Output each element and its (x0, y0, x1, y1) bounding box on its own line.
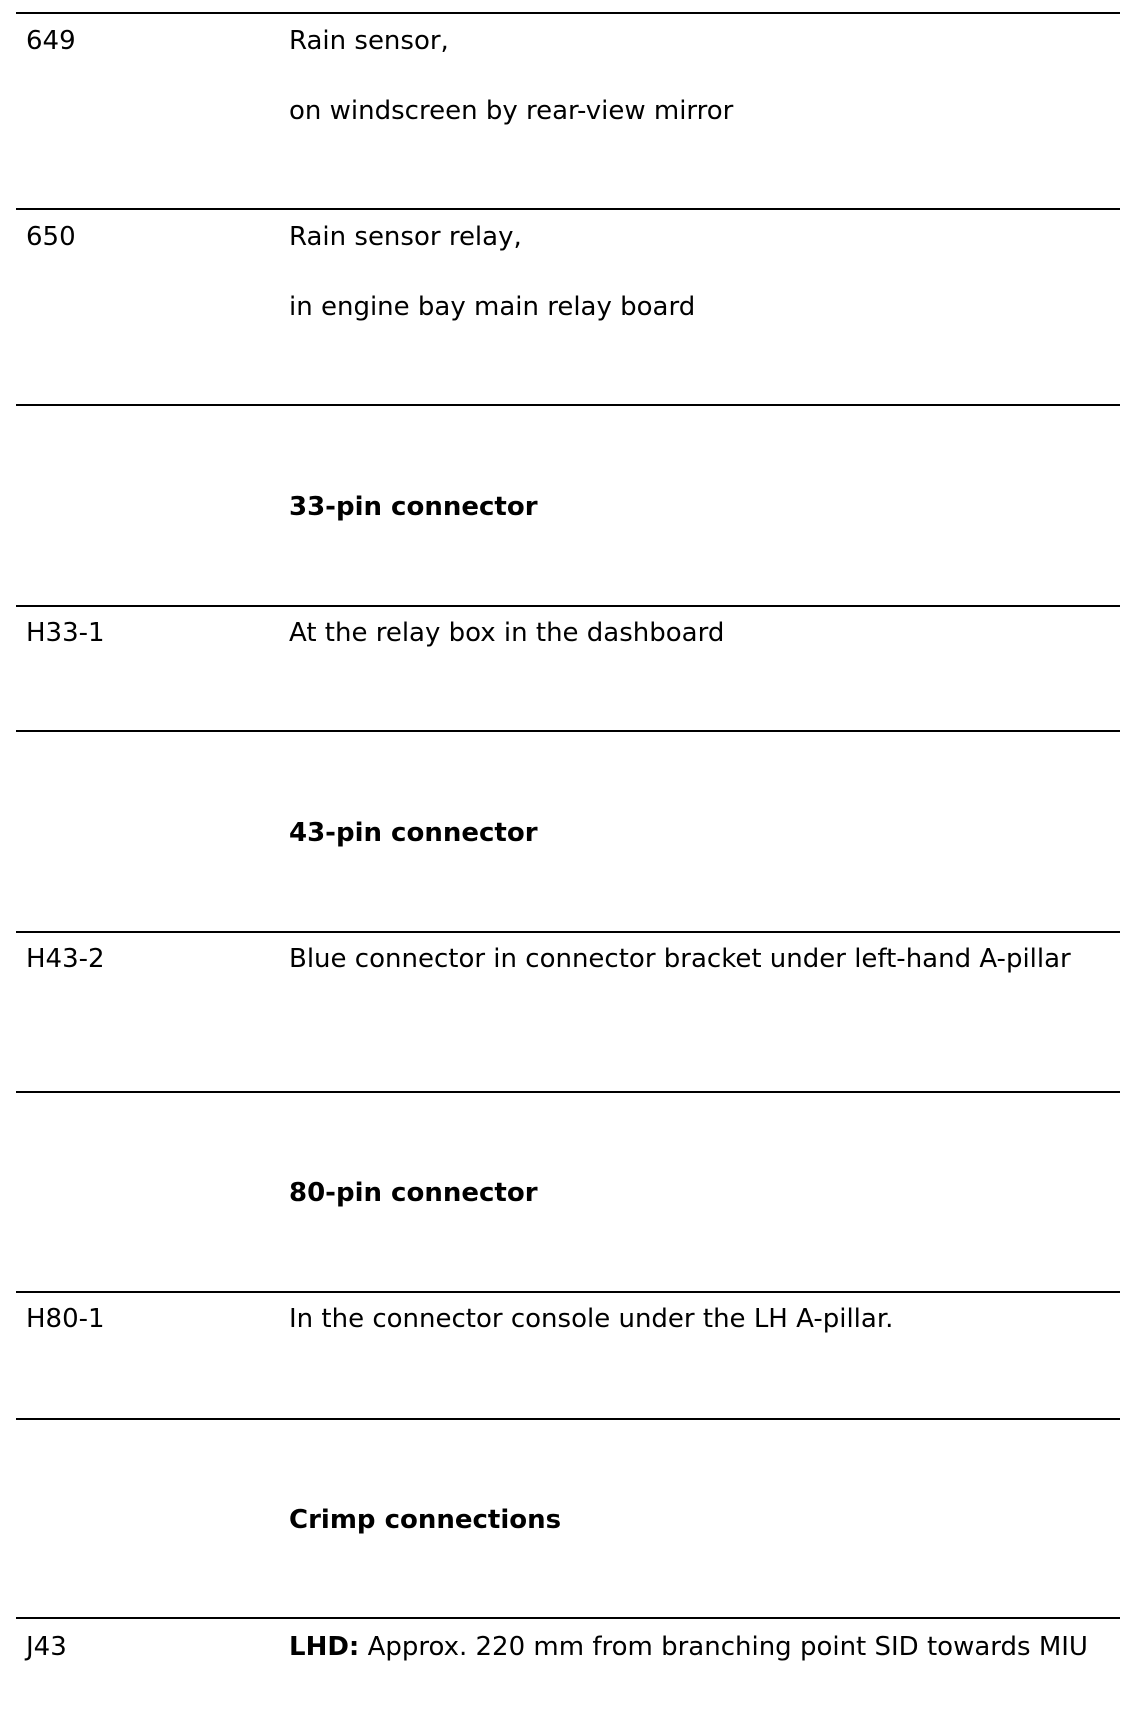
section-heading: Crimp connections (289, 1505, 562, 1535)
row-divider (16, 12, 1120, 14)
item-code: H80-1 (26, 1304, 105, 1334)
row-divider (16, 931, 1120, 933)
item-description: At the relay box in the dashboard (289, 618, 725, 648)
item-code: H43-2 (26, 944, 105, 974)
row-divider (16, 1091, 1120, 1093)
item-description: Rain sensor, (289, 26, 449, 56)
row-divider (16, 208, 1120, 210)
row-divider (16, 404, 1120, 406)
item-location: Approx. 220 mm from branching point SID towards MIU (367, 1632, 1088, 1662)
section-heading: 80-pin connector (289, 1178, 538, 1208)
item-code: J43 (26, 1632, 67, 1662)
item-description (289, 1630, 1109, 1664)
row-divider (16, 730, 1120, 732)
item-location: in engine bay main relay board (289, 292, 696, 322)
item-description: Rain sensor relay, (289, 222, 522, 252)
row-divider (16, 1291, 1120, 1293)
item-description: Blue connector in connector bracket under left-hand A-pillar (289, 944, 1071, 974)
section-heading: 33-pin connector (289, 492, 538, 522)
item-code: 649 (26, 26, 76, 56)
item-location: on windscreen by rear-view mirror (289, 96, 734, 126)
item-code: 650 (26, 222, 76, 252)
section-heading: 43-pin connector (289, 818, 538, 848)
item-description: In the connector console under the LH A-pillar. (289, 1304, 894, 1334)
item-code: H33-1 (26, 618, 105, 648)
lhd-label: LHD: (289, 1632, 360, 1662)
row-divider (16, 605, 1120, 607)
row-divider (16, 1617, 1120, 1619)
row-divider (16, 1418, 1120, 1420)
